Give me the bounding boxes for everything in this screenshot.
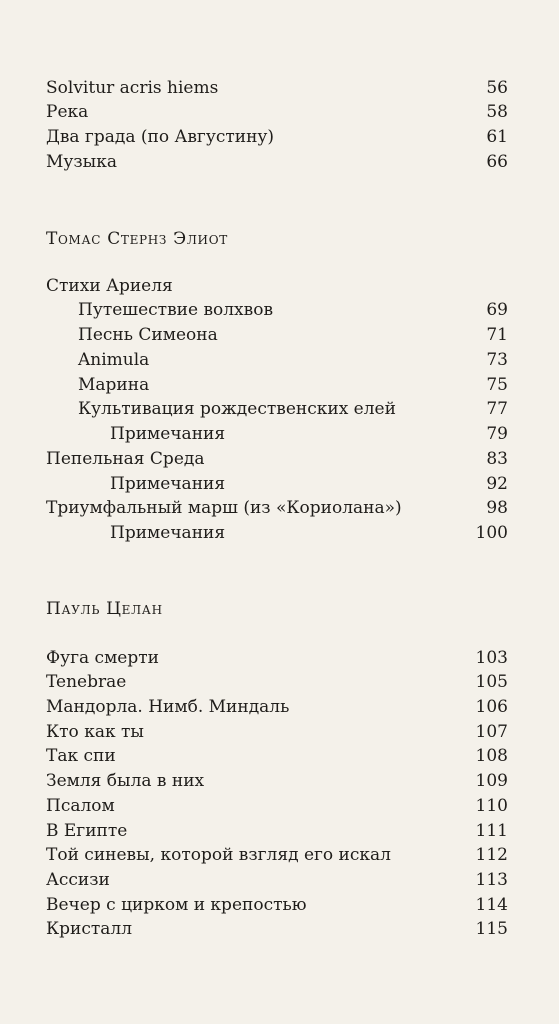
- toc-entry-title: Путешествие волхвов: [78, 300, 274, 320]
- toc-entry-title: Музыка: [46, 152, 117, 172]
- toc-entry: [46, 720, 508, 744]
- toc-entry-page: 109: [475, 771, 508, 791]
- toc-entry-page: 108: [475, 746, 508, 766]
- toc-entry-page: 98: [486, 498, 508, 518]
- toc-entry-page: 79: [486, 424, 508, 444]
- toc-entry-page: 56: [486, 78, 508, 98]
- toc-entry: [46, 472, 508, 496]
- toc-entry-page: 106: [475, 697, 508, 717]
- toc-entry-title: Псалом: [46, 796, 115, 816]
- toc-entry: [46, 744, 508, 768]
- toc-entry-title: Animula: [78, 350, 150, 370]
- toc-entry-title: Той синевы, которой взгляд его искал: [46, 845, 391, 865]
- toc-entry: [46, 298, 508, 322]
- toc-entry: [46, 323, 508, 347]
- toc-entry: [46, 819, 508, 843]
- toc-entry-page: 73: [486, 350, 508, 370]
- toc-entry-page: 113: [475, 870, 508, 890]
- toc-entry-page: 100: [475, 523, 508, 543]
- toc-entry: [46, 868, 508, 892]
- toc-entry-title: Два града (по Августину): [46, 127, 275, 147]
- toc-entry-title: В Египте: [46, 821, 128, 841]
- toc-entry-page: 77: [486, 399, 508, 419]
- toc-entry: [46, 794, 508, 818]
- toc-entry-title: Река: [46, 102, 89, 122]
- toc-entry: [46, 100, 508, 124]
- toc-entry-title: Фуга смерти: [46, 648, 159, 668]
- toc-entry-title: Примечания: [110, 424, 226, 444]
- toc-entry: [46, 397, 508, 421]
- toc-entry-page: 92: [486, 474, 508, 494]
- toc-entry: [46, 422, 508, 446]
- toc-entry: [46, 373, 508, 397]
- toc-entry: [46, 125, 508, 149]
- toc-entry-title: Стихи Ариеля: [46, 276, 173, 296]
- toc-entry-title: Solvitur acris hiems: [46, 78, 219, 98]
- toc-entry-title: Кристалл: [46, 919, 133, 939]
- toc-entry: [46, 274, 508, 298]
- toc-entry: [46, 348, 508, 372]
- toc-entry-title: Песнь Симеона: [78, 325, 218, 345]
- toc-entry-title: Земля была в них: [46, 771, 205, 791]
- toc-entry-page: 114: [475, 895, 508, 915]
- toc-entry-title: Мандорла. Нимб. Миндаль: [46, 697, 290, 717]
- toc-entry-page: 58: [486, 102, 508, 122]
- toc-entry: [46, 76, 508, 100]
- toc-entry-title: Примечания: [110, 474, 226, 494]
- toc-entry: [46, 917, 508, 941]
- toc-entry: [46, 670, 508, 694]
- author-heading: Пауль Целан: [46, 599, 163, 619]
- toc-entry: [46, 646, 508, 670]
- toc-entry: [46, 843, 508, 867]
- toc-entry-title: Вечер с цирком и крепостью: [46, 895, 307, 915]
- toc-entry-page: 107: [475, 722, 508, 742]
- toc-entry-page: 71: [486, 325, 508, 345]
- toc-entry-page: 110: [475, 796, 508, 816]
- toc-entry-title: Ассизи: [46, 870, 110, 890]
- toc-entry-page: 75: [486, 375, 508, 395]
- author-heading: Томас Стернз Элиот: [46, 229, 228, 249]
- toc-entry-page: 69: [486, 300, 508, 320]
- toc-entry: [46, 496, 508, 520]
- toc-entry: [46, 150, 508, 174]
- toc-entry-title: Tenebrae: [46, 672, 127, 692]
- toc-entry-title: Кто как ты: [46, 722, 144, 742]
- toc-entry-page: 112: [475, 845, 508, 865]
- toc-entry: [46, 893, 508, 917]
- toc-entry-title: Марина: [78, 375, 150, 395]
- toc-entry-title: Так спи: [46, 746, 116, 766]
- toc-entry-page: 111: [475, 821, 508, 841]
- toc-entry-page: 105: [475, 672, 508, 692]
- toc-entry-page: 115: [475, 919, 508, 939]
- toc-entry-title: Пепельная Среда: [46, 449, 205, 469]
- toc-entry: [46, 521, 508, 545]
- toc-entry-title: Культивация рождественских елей: [78, 399, 396, 419]
- toc-entry: [46, 447, 508, 471]
- toc-entry: [46, 695, 508, 719]
- toc-entry-page: 66: [486, 152, 508, 172]
- toc-entry-page: 103: [475, 648, 508, 668]
- toc-entry-page: 61: [486, 127, 508, 147]
- toc-entry-title: Триумфальный марш (из «Кориолана»): [46, 498, 402, 518]
- toc-entry-page: 83: [486, 449, 508, 469]
- toc-entry: [46, 769, 508, 793]
- toc-entry-title: Примечания: [110, 523, 226, 543]
